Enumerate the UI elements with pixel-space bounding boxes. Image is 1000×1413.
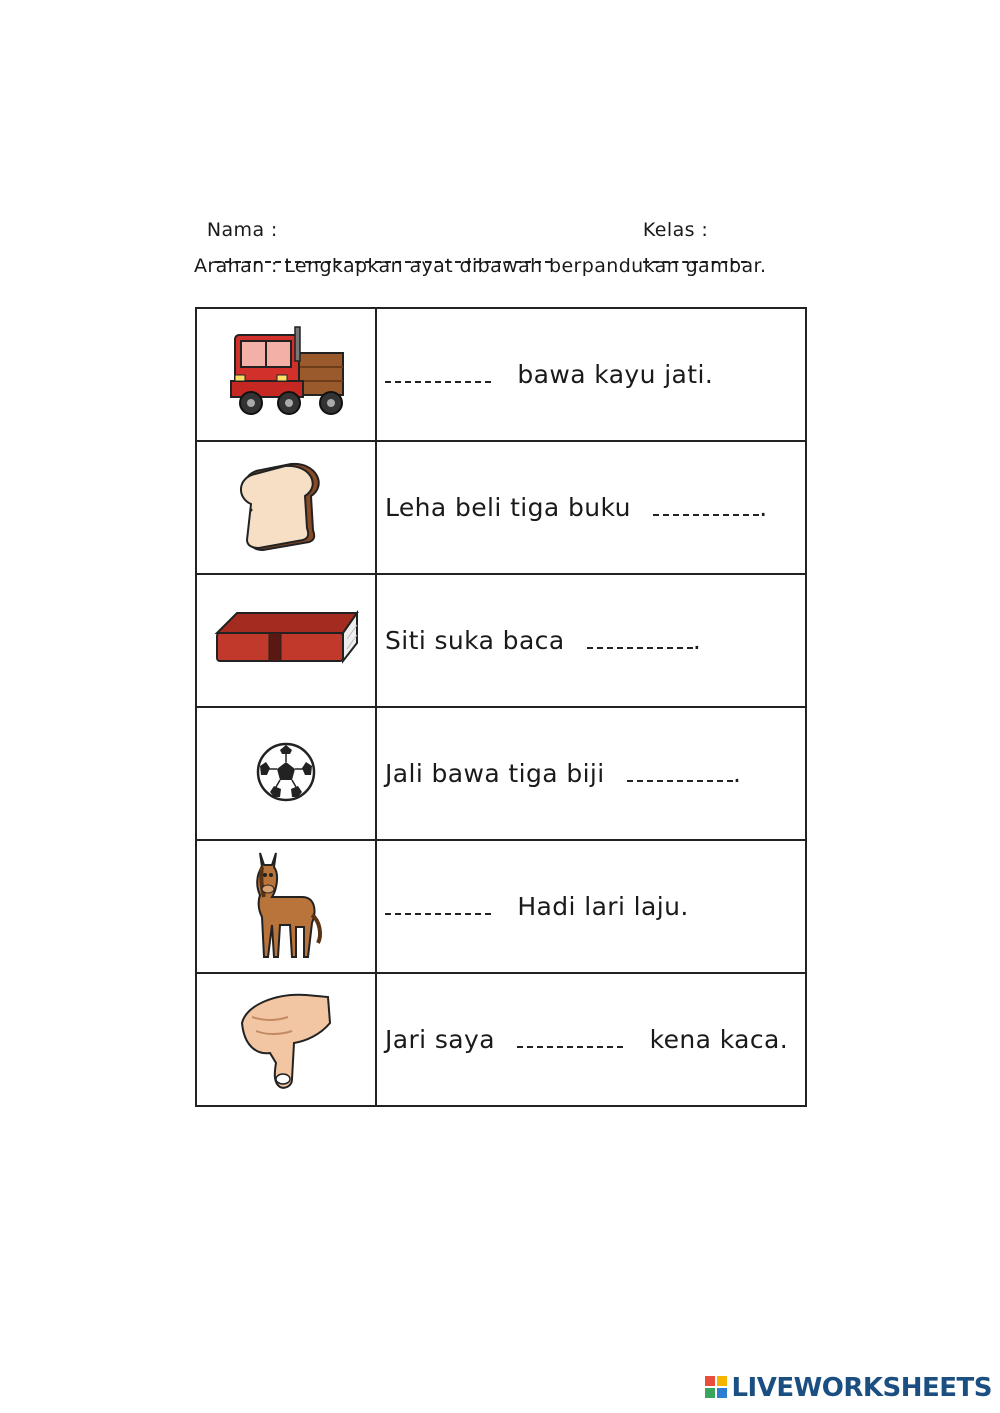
answer-blank[interactable] (627, 762, 733, 782)
sentence-cell (376, 707, 806, 840)
truck-icon (221, 323, 351, 423)
sentence-cell (376, 441, 806, 574)
sentence-cell (376, 574, 806, 707)
horse-icon (246, 845, 326, 965)
sentence-after: . (759, 493, 768, 522)
instruction-text: Arahan : Lengkapkan ayat dibawah berpandukan gambar. (194, 255, 767, 277)
picture-cell (196, 308, 376, 441)
table-row (196, 574, 806, 707)
sentence-cell (376, 840, 806, 973)
answer-blank[interactable] (653, 496, 759, 516)
bread-icon (231, 456, 341, 556)
picture-cell (196, 973, 376, 1106)
picture-cell (196, 840, 376, 973)
sentence-before: Jali bawa tiga biji (385, 759, 605, 788)
sentence-before: Siti suka baca (385, 626, 565, 655)
sentence-after: kena kaca. (649, 1025, 789, 1054)
table-row (196, 707, 806, 840)
sentence-before: Jari saya (385, 1025, 495, 1054)
sentence-cell (376, 308, 806, 441)
name-field-row (194, 197, 551, 263)
sentence-cell (376, 973, 806, 1106)
ball-icon (254, 740, 318, 804)
sentence-after: . (732, 759, 742, 788)
answer-blank[interactable] (517, 1028, 623, 1048)
liveworksheets-logo (705, 1373, 992, 1403)
answer-blank[interactable] (587, 629, 693, 649)
picture-cell (196, 707, 376, 840)
finger-icon (236, 983, 336, 1093)
sentence-after: Hadi lari laju. (517, 892, 689, 921)
answer-blank[interactable] (385, 895, 491, 915)
logo-text: LIVEWORKSHEETS (731, 1373, 992, 1403)
sentence-after: . (692, 626, 702, 655)
worksheet-table (195, 307, 807, 1107)
table-row (196, 441, 806, 574)
book-icon (211, 599, 361, 679)
table-row (196, 308, 806, 441)
picture-cell (196, 574, 376, 707)
class-field-row (630, 197, 747, 263)
sentence-after: bawa kayu jati. (517, 360, 714, 389)
answer-blank[interactable] (385, 363, 491, 383)
table-row (196, 973, 806, 1106)
class-label: Kelas : (642, 219, 709, 241)
sentence-before: Leha beli tiga buku (385, 493, 631, 522)
picture-cell (196, 441, 376, 574)
table-row (196, 840, 806, 973)
liveworksheets-mark-icon (705, 1376, 727, 1398)
name-label: Nama : (206, 219, 278, 241)
